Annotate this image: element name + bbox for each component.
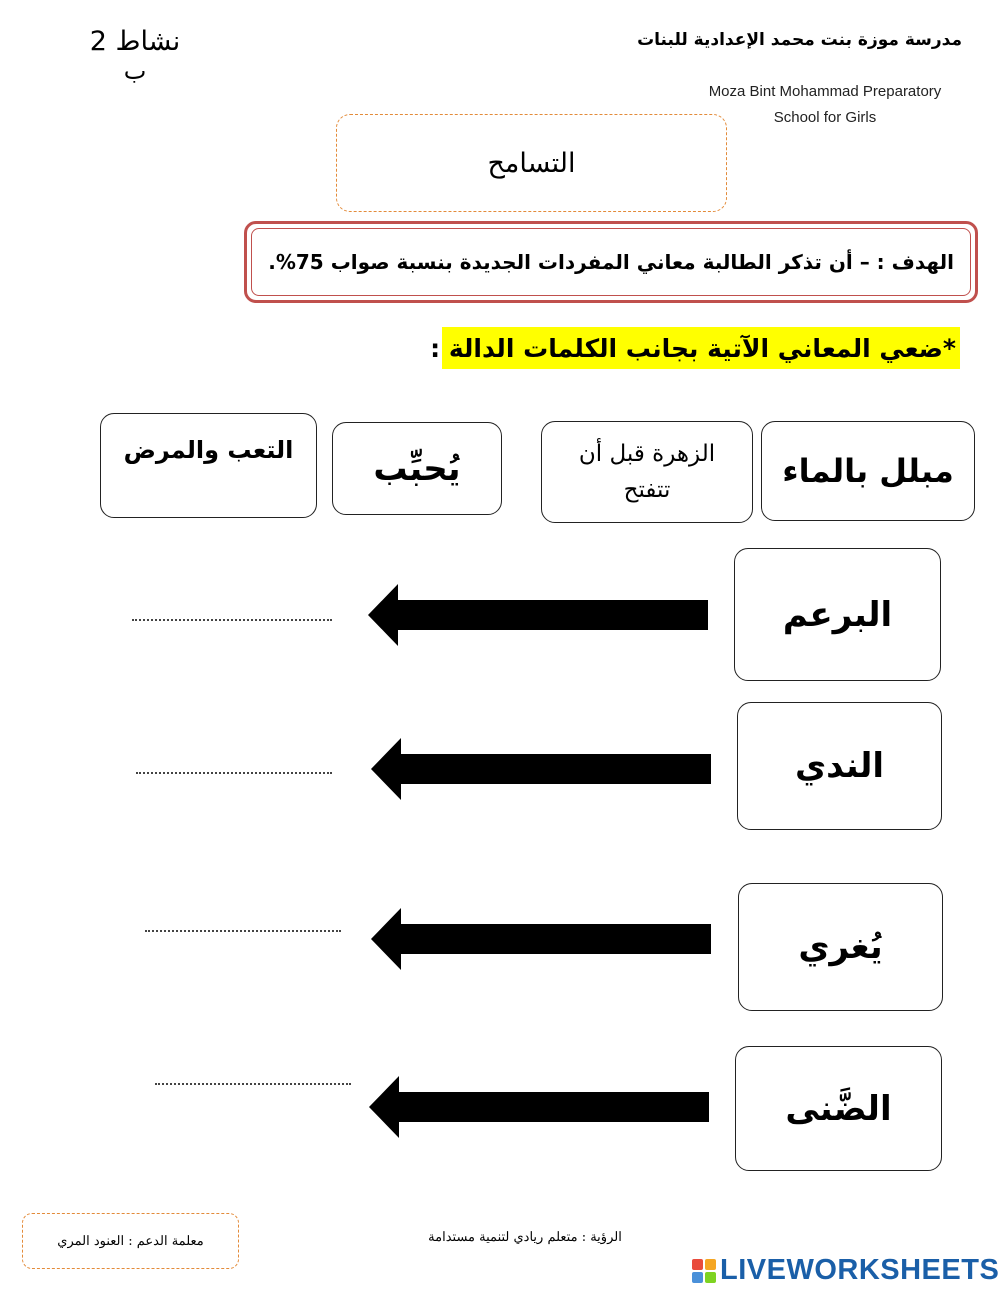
school-name-english-line1: Moza Bint Mohammad Preparatory — [708, 83, 942, 100]
word-label: الندي — [794, 746, 885, 786]
left-arrow-icon — [368, 584, 710, 646]
title-box — [336, 114, 727, 212]
word-label: الضَّنى — [785, 1088, 892, 1129]
meaning-option-wet[interactable] — [761, 421, 975, 521]
answer-drop-zone-4[interactable] — [155, 1083, 351, 1085]
word-label: يُغري — [798, 927, 883, 967]
activity-number: نشاط 2 — [89, 26, 181, 57]
vision-statement: الرؤية : متعلم ريادي لتنمية مستدامة — [428, 1230, 622, 1245]
goal-inner-frame — [251, 228, 971, 296]
left-arrow-icon — [369, 1076, 711, 1138]
answer-drop-zone-2[interactable] — [136, 772, 332, 774]
meaning-option-bud[interactable] — [541, 421, 753, 523]
goal-box — [244, 221, 978, 303]
left-arrow-icon — [371, 738, 713, 800]
answer-drop-zone-1[interactable] — [132, 619, 332, 621]
instruction-banner — [430, 327, 960, 369]
meaning-option-endear[interactable] — [332, 422, 502, 515]
goal-text: الهدف : – أن تذكر الطالبة معاني المفردات الجديدة بنسبة صواب 75%. — [268, 250, 954, 274]
word-box-illness — [735, 1046, 942, 1171]
activity-part: ب — [123, 57, 147, 85]
liveworksheets-logo-text: LIVEWORKSHEETS — [720, 1254, 1000, 1286]
word-box-bud — [734, 548, 941, 681]
teacher-box — [22, 1213, 239, 1269]
school-name-english-line2: School for Girls — [773, 109, 877, 126]
meaning-option-label: مبلل بالماء — [782, 452, 954, 490]
liveworksheets-logo-icon — [692, 1259, 716, 1283]
activity-label — [40, 26, 230, 84]
meaning-option-label: الزهرة قبل أن تتفتح — [578, 441, 716, 503]
word-box-tempts — [738, 883, 943, 1011]
meaning-option-label: التعب والمرض — [123, 436, 294, 464]
answer-drop-zone-3[interactable] — [145, 930, 341, 932]
teacher-name: معلمة الدعم : العنود المري — [57, 1233, 204, 1249]
word-label: البرعم — [782, 594, 893, 635]
meaning-option-fatigue[interactable] — [100, 413, 317, 518]
meaning-option-label: يُحبِّب — [373, 448, 461, 489]
page-title: التسامح — [487, 147, 576, 179]
word-box-dewy — [737, 702, 942, 830]
instruction-text: *ضعي المعاني الآتية بجانب الكلمات الدالة : — [430, 333, 956, 363]
liveworksheets-logo[interactable] — [692, 1254, 999, 1287]
school-name-arabic: مدرسة موزة بنت محمد الإعدادية للبنات — [637, 30, 962, 50]
left-arrow-icon — [371, 908, 713, 970]
